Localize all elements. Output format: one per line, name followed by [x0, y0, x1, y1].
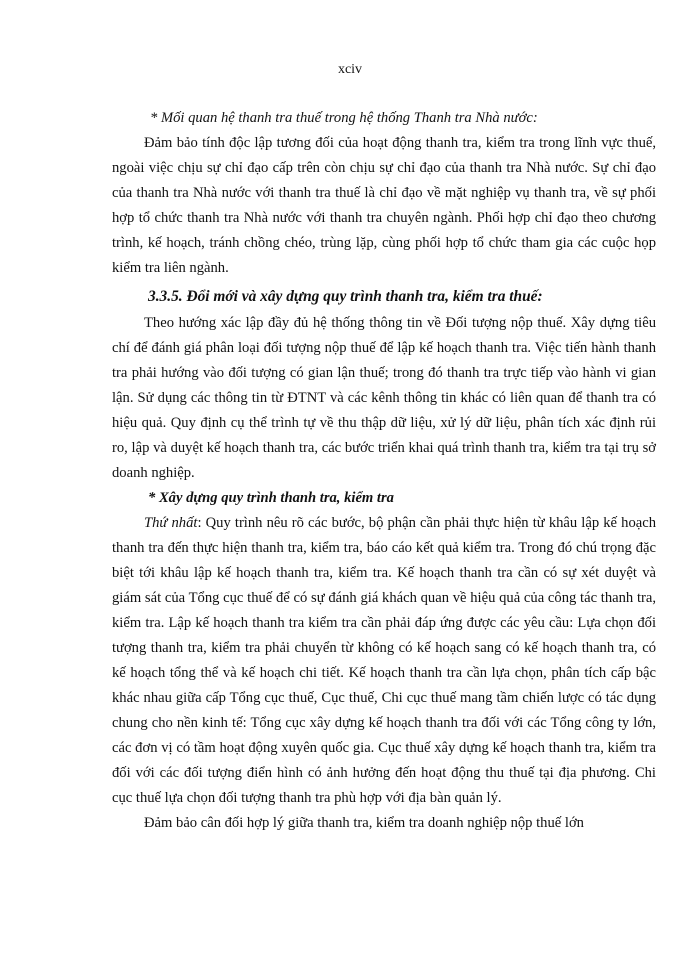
first-label: Thứ nhất	[144, 515, 198, 531]
page-number: xciv	[337, 62, 363, 77]
process-heading: * Xây dựng quy trình thanh tra, kiểm tra	[148, 490, 394, 506]
process-last-paragraph: Đảm bảo cân đối hợp lý giữa thanh tra, kiểm tra doanh nghiệp nộp thuế lớn	[144, 815, 584, 831]
relation-paragraph: Đảm bảo tính độc lập tương đối của hoạt động thanh tra, kiểm tra trong lĩnh vực thuế, ngoài việc chịu sự chỉ đạo cấp trên còn chịu sự chỉ đạo của thanh tra Nhà nước. Sự chỉ đạo của thanh tra Nhà nước với thanh tra thuế là chỉ đạo về mặt nghiệp vụ thanh tra, về sự phối hợp tổ chức thanh tra Nhà nước với thanh tra chuyên ngành. Phối hợp chỉ đạo theo chương trình, kế hoạch, tránh chồng chéo, trùng lặp, cùng phối hợp tổ chức tham gia các cuộc họp kiểm tra liên ngành.	[112, 135, 656, 276]
section-3-3-5-heading: 3.3.5. Đổi mới và xây dựng quy trình thanh tra, kiểm tra thuế:	[148, 288, 543, 305]
relation-heading: * Mối quan hệ thanh tra thuế trong hệ thống Thanh tra Nhà nước:	[150, 110, 538, 126]
page-body	[112, 106, 656, 836]
section-3-3-5-paragraph: Theo hướng xác lập đầy đủ hệ thống thông tin về Đối tượng nộp thuế. Xây dựng tiêu chí để đánh giá phân loại đối tượng nộp thuế để lập kế hoạch thanh tra. Việc tiến hành thanh tra phải hướng vào đối tượng có gian lận thuế; trong đó thanh tra trực tiếp vào hành vi gian lận. Sử dụng các thông tin từ ĐTNT và các kênh thông tin khác có liên quan để thanh tra có hiệu quả. Quy định cụ thể trình tự về thu thập dữ liệu, xử lý dữ liệu, phân tích xác định rủi ro, lập và duyệt kế hoạch thanh tra, các bước triển khai quá trình thanh tra, kiểm tra tại trụ sở doanh nghiệp.	[112, 315, 656, 481]
first-paragraph-text: : Quy trình nêu rõ các bước, bộ phận cần phải thực hiện từ khâu lập kế hoạch thanh tra đến thực hiện thanh tra, kiểm tra, báo cáo kết quả kiểm tra. Trong đó chú trọng đặc biệt tới khâu lập kế hoạch thanh tra, kiểm tra. Kế hoạch thanh tra cần có sự xét duyệt và giám sát của Tổng cục thuế để có sự đánh giá khách quan về hiệu quả của công tác thanh tra, kiểm tra. Lập kế hoạch thanh tra kiểm tra cần phải đáp ứng được các yêu cầu: Lựa chọn đối tượng thanh tra, kiểm tra phải chuyển từ không có kế hoạch sang có kế hoạch thanh tra, có kế hoạch tổng thể và kế hoạch chi tiết. Kế hoạch thanh tra cần lựa chọn, phân tích cấp bậc khác nhau giữa cấp Tổng cục thuế, Cục thuế, Chi cục thuế mang tầm chiến lược có tác dụng chung cho nền kinh tế: Tổng cục xây dựng kế hoạch thanh tra đối với các Tổng công ty lớn, các đơn vị có tầm hoạt động xuyên quốc gia. Cục thuế xây dựng kế hoạch thanh tra, kiểm tra đối với các đối tượng điển hình có ảnh hưởng đến hoạt động thu thuế tại địa phương. Chi cục thuế lựa chọn đối tượng thanh tra phù hợp với địa bàn quản lý.	[112, 515, 657, 806]
process-first-paragraph	[112, 511, 656, 811]
